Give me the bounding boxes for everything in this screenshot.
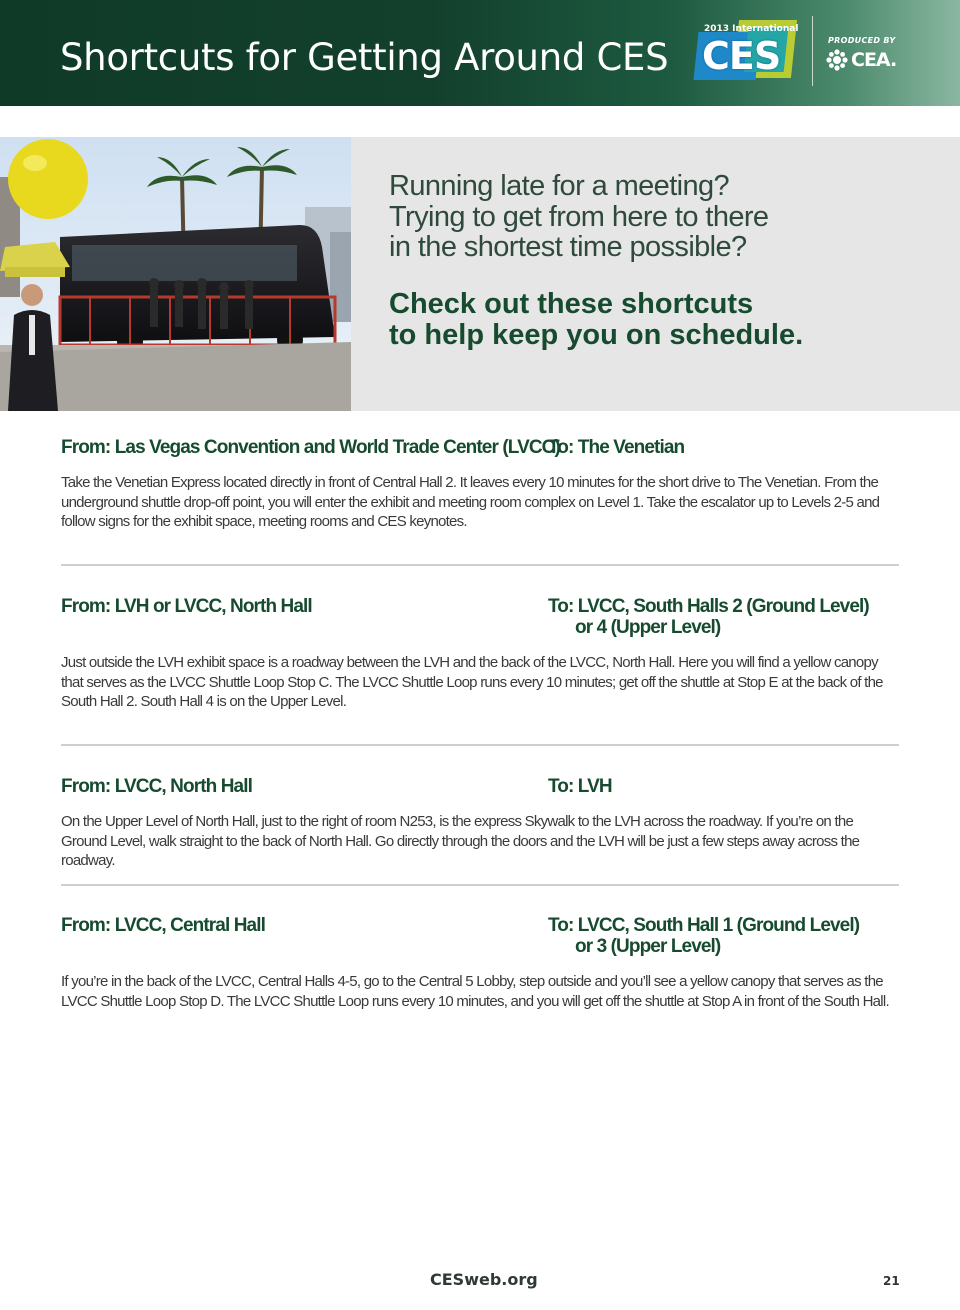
route-description: Just outside the LVH exhibit space is a roadway between the LVH and the back of the LVCC, North Hall. Here you will find a yellow canopy that serves as the LVCC Shuttle Loop Stop C. The LVCC Shuttle Loop runs every 10 minutes; get off the shuttle at Stop E at the back of the South Hall 2. South Hall 4 is on the Upper Level. bbox=[61, 654, 883, 711]
page-title: Shortcuts for Getting Around CES bbox=[60, 36, 669, 79]
header-divider bbox=[812, 16, 813, 86]
route-to-line: or 4 (Upper Level) bbox=[575, 617, 721, 638]
section-divider bbox=[61, 564, 899, 566]
ces-logo-year: 2013 International bbox=[704, 24, 799, 34]
section-divider bbox=[61, 744, 899, 746]
route-to-line: To: LVCC, South Hall 1 (Ground Level) bbox=[548, 915, 860, 936]
footer-website-link[interactable]: CESweb.org bbox=[430, 1270, 538, 1289]
section-divider bbox=[61, 884, 899, 886]
route-to-line: or 3 (Upper Level) bbox=[575, 936, 721, 957]
route-description: If you’re in the back of the LVCC, Central Halls 4-5, go to the Central 5 Lobby, step outside and you’ll see a yellow canopy that serves as the LVCC Shuttle Loop Stop D. The LVCC Shuttle Loop runs every 10 minutes, and you will get off the shuttle at Stop A in front of the South Hall. bbox=[61, 973, 889, 1010]
intro-line: in the shortest time possible? bbox=[389, 231, 747, 263]
shuttle-bus-photo bbox=[0, 137, 351, 411]
cta-line: Check out these shortcuts bbox=[389, 287, 754, 320]
route-to-line: To: The Venetian bbox=[548, 437, 685, 458]
ces-logo-mark: CES bbox=[702, 34, 781, 78]
route-from-heading: From: LVCC, Central Hall bbox=[61, 915, 265, 936]
route-to-line: To: LVH bbox=[548, 776, 612, 797]
route-to-heading bbox=[548, 596, 869, 638]
cea-logo-text: CEA. bbox=[851, 49, 897, 71]
cea-burst-icon bbox=[826, 49, 848, 71]
route-from-heading: From: Las Vegas Convention and World Trade Center (LVCC) bbox=[61, 437, 560, 458]
cea-logo bbox=[826, 48, 896, 72]
produced-by-label: PRODUCED BY bbox=[828, 36, 896, 45]
intro-line: Trying to get from here to there bbox=[389, 200, 769, 233]
cta-block bbox=[389, 289, 929, 351]
cta-line: to help keep you on schedule. bbox=[389, 318, 804, 351]
route-from-heading: From: LVCC, North Hall bbox=[61, 776, 252, 797]
route-description: On the Upper Level of North Hall, just to the right of room N253, is the express Skywalk to the LVH across the roadway. If you’re on the Ground Level, walk straight to the back of North Hall. Go directly through the doors and the LVH will be just a few steps away across the roadway. bbox=[61, 813, 860, 870]
hero-banner bbox=[0, 137, 960, 411]
page-header bbox=[0, 0, 960, 106]
shuttle-bus-photo-illustration bbox=[0, 137, 351, 411]
route-to-heading bbox=[548, 776, 612, 797]
route-to-heading bbox=[548, 915, 859, 957]
intro-line: Running late for a meeting? bbox=[389, 170, 730, 202]
hero-text bbox=[389, 171, 929, 351]
route-from-heading: From: LVH or LVCC, North Hall bbox=[61, 596, 312, 617]
ces-2013-logo bbox=[690, 18, 800, 86]
route-to-line: To: LVCC, South Halls 2 (Ground Level) bbox=[548, 596, 869, 617]
route-to-heading bbox=[548, 437, 684, 458]
page-number: 21 bbox=[883, 1274, 900, 1288]
route-description: Take the Venetian Express located directly in front of Central Hall 2. It leaves every 10 minutes for the short drive to The Venetian. From the underground shuttle drop-off point, you will enter the exhibit and meeting room complex on Level 1. Take the escalator up to Levels 2-5 and follow signs for the exhibit space, meeting rooms and CES keynotes. bbox=[61, 474, 880, 531]
